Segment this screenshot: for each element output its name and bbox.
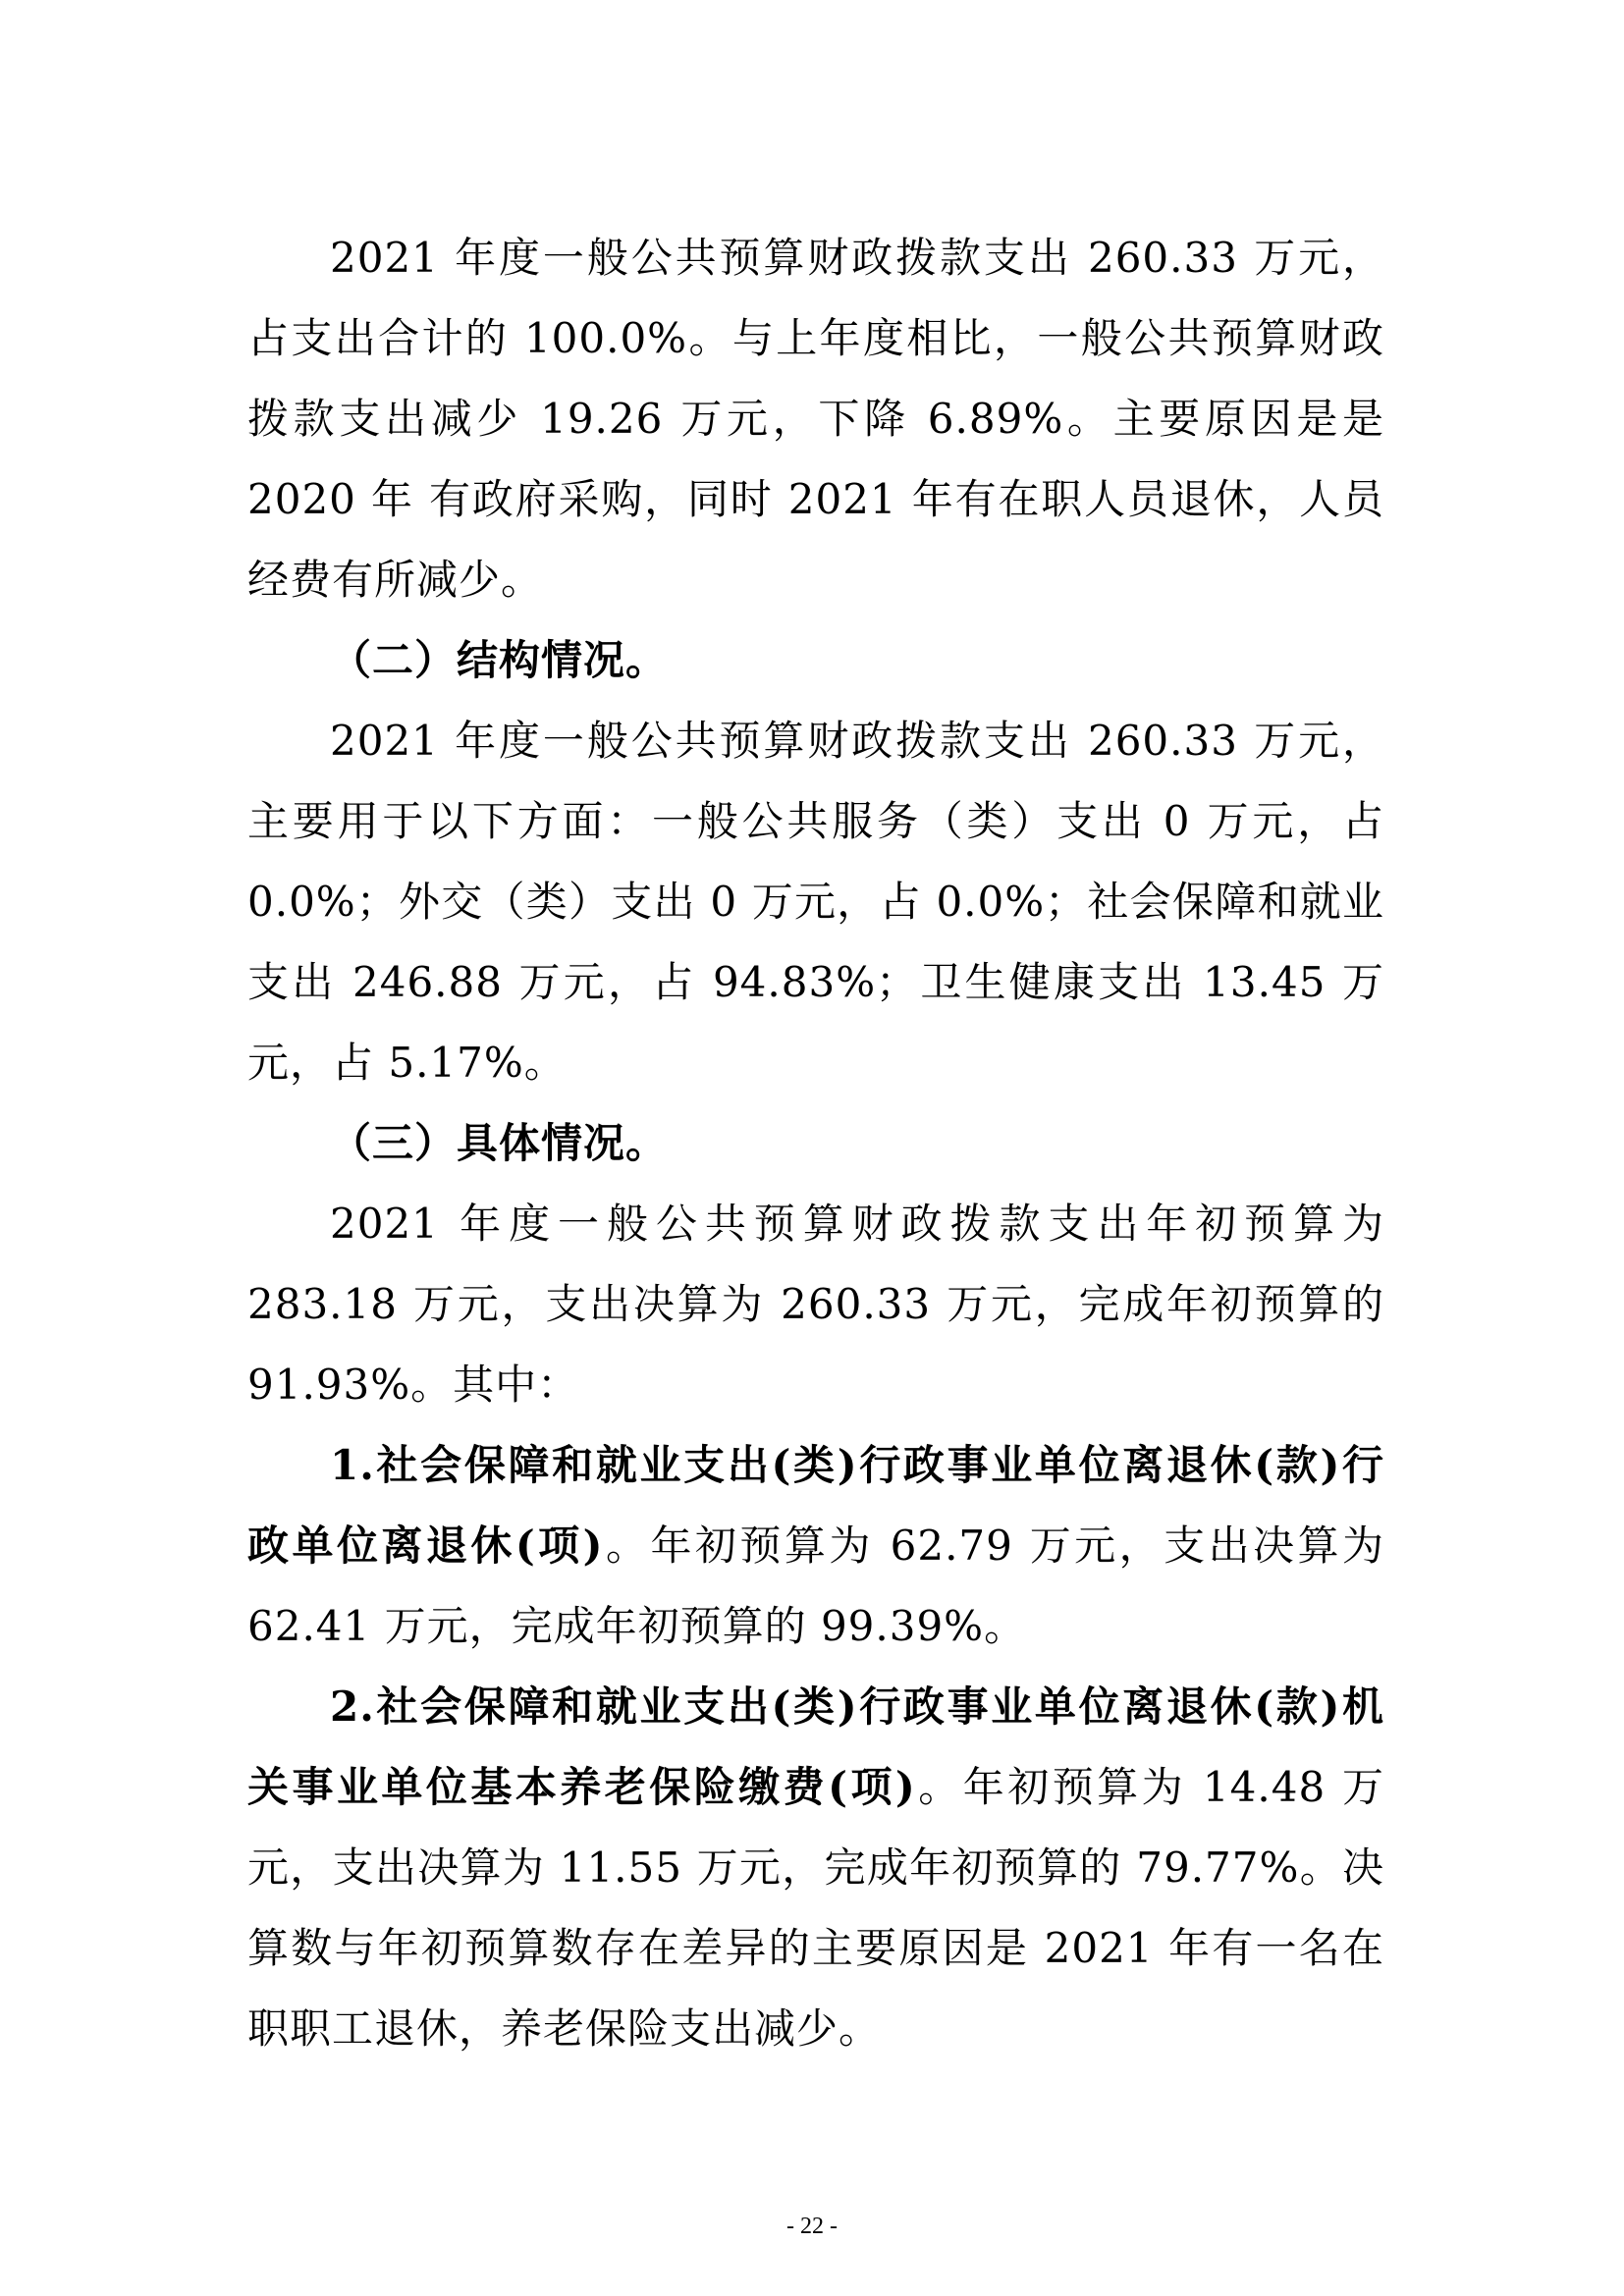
item-pension-insurance-body: 。年初预算为 14.48 万元，支出决算为 11.55 万元，完成年初预算的 79.77%。决算数与年初预算数存在差异的主要原因是 2021 年有一名在职职工退休，养老保险支出减少。 [247,1763,1384,2053]
paragraph-details: 2021 年度一般公共预算财政拨款支出年初预算为 283.18 万元，支出决算为 260.33 万元，完成年初预算的 91.93%。其中： [247,1200,1384,1409]
paragraph-expenditure-overview: 2021 年度一般公共预算财政拨款支出 260.33 万元，占支出合计的 100.0%。与上年度相比，一般公共预算财政拨款支出减少 19.26 万元，下降 6.89%。主要原因是是 2020 年 有政府采购，同时 2021 年有在职人员退休，人员经费有所减少。 [247,234,1384,604]
item-retirement [247,1425,1384,1667]
item-retirement-body: 。年初预算为 62.79 万元，支出决算为 62.41 万元，完成年初预算的 99.39%。 [247,1522,1384,1650]
item-retirement-title: 1.社会保障和就业支出(类)行政事业单位离退休(款)行政单位离退休(项) [247,1441,1384,1570]
item-pension-insurance [247,1667,1384,2069]
paragraph-structure: 2021 年度一般公共预算财政拨款支出 260.33 万元，主要用于以下方面：一般公共服务（类）支出 0 万元，占 0.0%；外交（类）支出 0 万元，占 0.0%；社会保障和就业支出 246.88 万元，占 94.83%；卫生健康支出 13.45 万元，占 5.17%。 [247,717,1384,1087]
heading-details: （三）具体情况。 [330,1119,669,1167]
heading-structure: （二）结构情况。 [330,636,669,684]
item-pension-insurance-title: 2.社会保障和就业支出(类)行政事业单位离退休(款)机关事业单位基本养老保险缴费(项) [247,1682,1384,1811]
document-body [247,218,1384,2069]
page-number: - 22 - [786,2214,838,2239]
